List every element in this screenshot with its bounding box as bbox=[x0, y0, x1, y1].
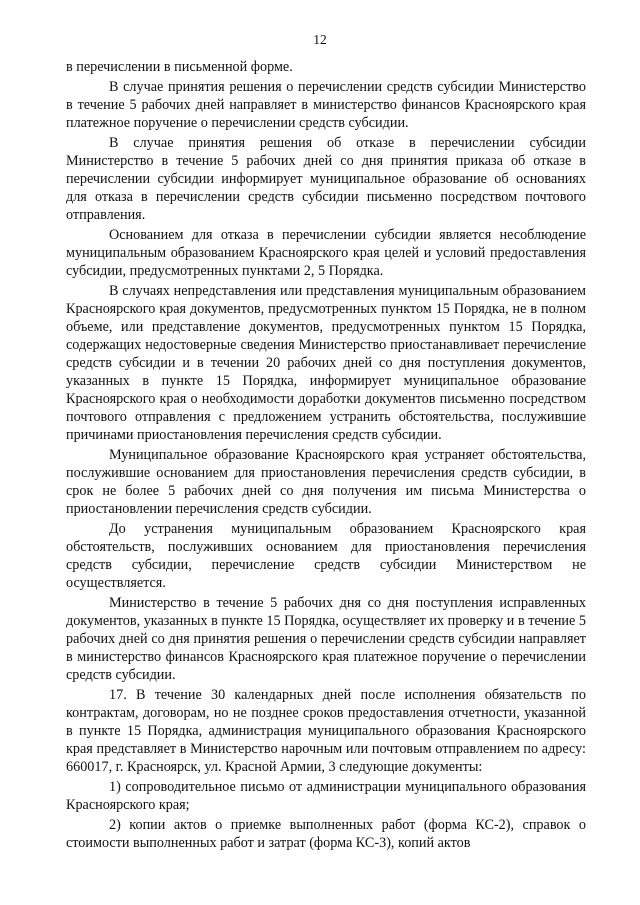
list-item-acts-copies: 2) копии актов о приемке выполненных работ (форма КС-2), справок о стоимости выполненных работ и затрат (форма КС-3), копий актов bbox=[66, 817, 586, 851]
paragraph-suspension: В случаях непредставления или представления муниципальным образованием Красноярского края документов, предусмотренных пунктом 15 Порядка, не в полном объеме, или представление документов, предусмотренных пунктом 15 Порядка, содержащих недостоверные сведения Министерство приостанавливает перечисление средств субсидии и в течении 20 рабочих дней со дня поступления документов, указанных в пункте 15 Порядка, информирует муниципальное образование Красноярского края о необходимости доработки документов письменно посредством почтового отправления с предложением устранить обстоятельства, послужившие причинами приостановления перечисления средств субсидии. bbox=[66, 283, 586, 443]
document-body bbox=[66, 58, 586, 854]
paragraph-refusal-grounds: Основанием для отказа в перечислении субсидии является несоблюдение муниципальным образованием Красноярского края целей и условий предоставления субсидии, предусмотренных пунктами 2, 5 Порядка. bbox=[66, 227, 586, 279]
paragraph-section-17: 17. В течение 30 календарных дней после исполнения обязательств по контрактам, договорам, но не позднее сроков предоставления отчетности, указанной в пункте 15 Порядка, администрация муниципального образования Красноярского края представляет в Министерство нарочным или почтовым отправлением по адресу: 660017, г. Красноярск, ул. Красной Армии, 3 следующие документы: bbox=[66, 687, 586, 775]
paragraph-transfer-decision: В случае принятия решения о перечислении средств субсидии Министерство в течение 5 рабочих дней направляет в министерство финансов Красноярского края платежное поручение о перечислении средств субсидии. bbox=[66, 79, 586, 131]
paragraph-until-elimination: До устранения муниципальным образованием Красноярского края обстоятельств, послуживших основанием для приостановления перечисления средств субсидии, перечисление средств субсидии Министерством не осуществляется. bbox=[66, 521, 586, 591]
paragraph-corrected-documents: Министерство в течение 5 рабочих дня со дня поступления исправленных документов, указанных в пункте 15 Порядка, осуществляет их проверку и в течение 5 рабочих дней со дня принятия решения о перечислении средств субсидии направляет в министерство финансов Красноярского края платежное поручение о перечислении средств субсидии. bbox=[66, 595, 586, 683]
paragraph-continuation: в перечислении в письменной форме. bbox=[66, 59, 293, 75]
list-item-cover-letter: 1) сопроводительное письмо от администрации муниципального образования Красноярского края; bbox=[66, 779, 586, 813]
paragraph-refusal-decision: В случае принятия решения об отказе в перечислении субсидии Министерство в течение 5 рабочих дней со дня принятия приказа об отказе в перечислении субсидии информирует муниципальное образование об основаниях для отказа в перечислении средств субсидии письменно посредством почтового отправления. bbox=[66, 135, 586, 223]
paragraph-elimination: Муниципальное образование Красноярского края устраняет обстоятельства, послужившие основанием для приостановления перечисления средств субсидии, в срок не более 5 рабочих дней со дня получения им письма Министерства о приостановлении перечисления средств субсидии. bbox=[66, 447, 586, 517]
page-number: 12 bbox=[313, 32, 327, 47]
